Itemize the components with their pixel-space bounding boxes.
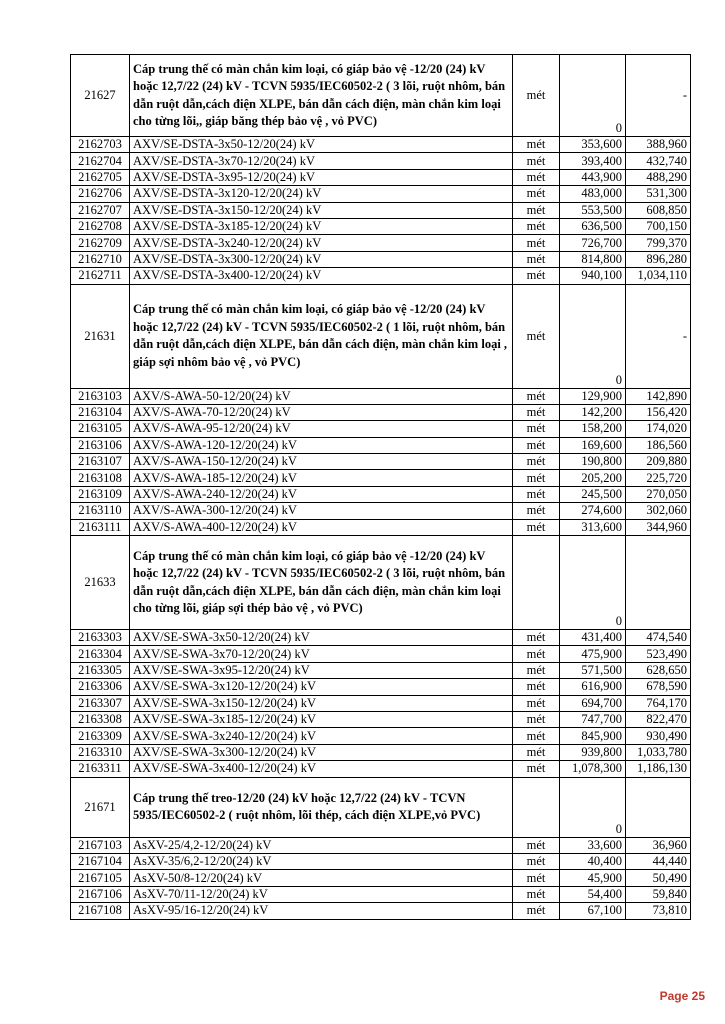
item-price-1: 142,200 [560,404,626,420]
item-price-2: 156,420 [626,404,691,420]
item-unit: mét [513,903,560,919]
group-code: 21627 [71,55,130,137]
group-price-2 [626,777,691,837]
table-row [71,486,691,502]
item-price-1: 694,700 [560,695,626,711]
item-name: AXV/S-AWA-50-12/20(24) kV [130,388,513,404]
group-header-row [71,536,691,630]
item-price-2: 344,960 [626,519,691,535]
item-price-1: 169,600 [560,437,626,453]
group-description: Cáp trung thế có màn chắn kim loại, có giáp bảo vệ -12/20 (24) kV hoặc 12,7/22 (24) kV - TCVN 5935/IEC60502-2 ( 1 lõi, ruột nhôm, bán dẫn ruột dẫn,cách điện XLPE, bán dẫn cách điện, màn chắn kim loại , giáp sợi nhôm bảo vệ , vỏ PVC) [130,284,513,388]
item-price-1: 190,800 [560,454,626,470]
item-price-2: 930,490 [626,728,691,744]
table-row [71,470,691,486]
table-row [71,153,691,169]
item-code: 2167106 [71,886,130,902]
item-unit: mét [513,470,560,486]
item-price-1: 40,400 [560,853,626,869]
table-row [71,679,691,695]
group-price-1: 0 [560,55,626,137]
table-row [71,728,691,744]
item-unit: mét [513,695,560,711]
group-unit: mét [513,284,560,388]
item-name: AXV/SE-SWA-3x95-12/20(24) kV [130,662,513,678]
item-price-2: 608,850 [626,202,691,218]
group-unit: mét [513,55,560,137]
item-price-1: 274,600 [560,503,626,519]
item-price-1: 1,078,300 [560,761,626,777]
group-code: 21671 [71,777,130,837]
item-code: 2162710 [71,251,130,267]
item-price-2: 36,960 [626,837,691,853]
item-price-2: 388,960 [626,137,691,153]
item-unit: mét [513,886,560,902]
group-price-1: 0 [560,284,626,388]
group-description: Cáp trung thế treo-12/20 (24) kV hoặc 12,7/22 (24) kV - TCVN 5935/IEC60502-2 ( ruột nhôm, lõi thép, cách điện XLPE,vỏ PVC) [130,777,513,837]
table-row [71,454,691,470]
item-code: 2162704 [71,153,130,169]
item-code: 2162709 [71,235,130,251]
item-name: AXV/S-AWA-150-12/20(24) kV [130,454,513,470]
item-code: 2163107 [71,454,130,470]
item-unit: mét [513,761,560,777]
item-price-1: 67,100 [560,903,626,919]
item-unit: mét [513,503,560,519]
item-code: 2163104 [71,404,130,420]
item-unit: mét [513,251,560,267]
item-code: 2162711 [71,268,130,284]
item-unit: mét [513,870,560,886]
item-price-2: 822,470 [626,711,691,727]
item-code: 2163303 [71,630,130,646]
table-row [71,503,691,519]
item-price-2: 44,440 [626,853,691,869]
item-name: AXV/SE-DSTA-3x150-12/20(24) kV [130,202,513,218]
item-unit: mét [513,268,560,284]
item-code: 2162706 [71,186,130,202]
item-price-1: 814,800 [560,251,626,267]
item-price-2: 270,050 [626,486,691,502]
item-name: AXV/SE-SWA-3x120-12/20(24) kV [130,679,513,695]
item-name: AsXV-70/11-12/20(24) kV [130,886,513,902]
item-name: AXV/S-AWA-400-12/20(24) kV [130,519,513,535]
item-name: AXV/SE-SWA-3x150-12/20(24) kV [130,695,513,711]
item-price-1: 158,200 [560,421,626,437]
item-name: AsXV-35/6,2-12/20(24) kV [130,853,513,869]
price-table-body [71,55,691,920]
item-price-2: 174,020 [626,421,691,437]
table-row [71,837,691,853]
item-price-1: 443,900 [560,169,626,185]
item-code: 2163305 [71,662,130,678]
item-code: 2162703 [71,137,130,153]
item-price-2: 73,810 [626,903,691,919]
table-row [71,202,691,218]
table-row [71,218,691,234]
item-code: 2162707 [71,202,130,218]
item-name: AXV/SE-SWA-3x185-12/20(24) kV [130,711,513,727]
item-price-2: 523,490 [626,646,691,662]
page-number: Page 25 [659,989,705,1003]
table-row [71,870,691,886]
group-header-row [71,777,691,837]
group-header-row [71,55,691,137]
item-name: AXV/S-AWA-240-12/20(24) kV [130,486,513,502]
item-code: 2163105 [71,421,130,437]
table-row [71,646,691,662]
item-code: 2167104 [71,853,130,869]
item-price-2: 531,300 [626,186,691,202]
item-unit: mét [513,630,560,646]
item-name: AXV/SE-DSTA-3x70-12/20(24) kV [130,153,513,169]
item-price-1: 571,500 [560,662,626,678]
table-row [71,853,691,869]
item-unit: mét [513,454,560,470]
group-price-2: - [626,55,691,137]
item-code: 2167105 [71,870,130,886]
item-price-1: 431,400 [560,630,626,646]
item-code: 2163103 [71,388,130,404]
item-name: AsXV-95/16-12/20(24) kV [130,903,513,919]
group-code: 21633 [71,536,130,630]
item-price-2: 474,540 [626,630,691,646]
item-unit: mét [513,388,560,404]
item-price-2: 432,740 [626,153,691,169]
item-price-1: 616,900 [560,679,626,695]
item-name: AXV/SE-DSTA-3x185-12/20(24) kV [130,218,513,234]
item-unit: mét [513,404,560,420]
item-unit: mét [513,218,560,234]
price-table [70,54,691,920]
item-price-2: 225,720 [626,470,691,486]
table-row [71,437,691,453]
item-unit: mét [513,235,560,251]
item-price-2: 50,490 [626,870,691,886]
item-price-1: 54,400 [560,886,626,902]
item-unit: mét [513,169,560,185]
item-name: AXV/S-AWA-120-12/20(24) kV [130,437,513,453]
item-price-2: 186,560 [626,437,691,453]
group-code: 21631 [71,284,130,388]
item-price-1: 33,600 [560,837,626,853]
item-name: AXV/SE-SWA-3x300-12/20(24) kV [130,744,513,760]
item-name: AXV/SE-SWA-3x400-12/20(24) kV [130,761,513,777]
item-code: 2163111 [71,519,130,535]
item-code: 2163106 [71,437,130,453]
item-name: AsXV-50/8-12/20(24) kV [130,870,513,886]
item-price-1: 553,500 [560,202,626,218]
table-row [71,711,691,727]
item-code: 2167108 [71,903,130,919]
item-name: AXV/SE-DSTA-3x400-12/20(24) kV [130,268,513,284]
table-row [71,744,691,760]
item-code: 2163306 [71,679,130,695]
item-price-2: 678,590 [626,679,691,695]
item-unit: mét [513,421,560,437]
item-price-1: 393,400 [560,153,626,169]
group-header-row [71,284,691,388]
item-code: 2163311 [71,761,130,777]
item-name: AXV/SE-DSTA-3x300-12/20(24) kV [130,251,513,267]
table-row [71,519,691,535]
item-price-2: 896,280 [626,251,691,267]
item-code: 2162708 [71,218,130,234]
item-price-1: 483,000 [560,186,626,202]
item-unit: mét [513,519,560,535]
item-code: 2163310 [71,744,130,760]
item-code: 2163109 [71,486,130,502]
item-unit: mét [513,437,560,453]
item-unit: mét [513,711,560,727]
item-name: AXV/SE-DSTA-3x240-12/20(24) kV [130,235,513,251]
group-unit [513,777,560,837]
item-unit: mét [513,202,560,218]
item-price-1: 129,900 [560,388,626,404]
item-price-1: 939,800 [560,744,626,760]
item-unit: mét [513,728,560,744]
item-unit: mét [513,186,560,202]
item-price-2: 59,840 [626,886,691,902]
item-name: AXV/SE-DSTA-3x95-12/20(24) kV [130,169,513,185]
item-price-1: 205,200 [560,470,626,486]
item-price-2: 142,890 [626,388,691,404]
table-row [71,662,691,678]
table-row [71,186,691,202]
table-row [71,235,691,251]
item-unit: mét [513,837,560,853]
item-name: AXV/SE-SWA-3x240-12/20(24) kV [130,728,513,744]
item-code: 2167103 [71,837,130,853]
item-price-1: 313,600 [560,519,626,535]
table-row [71,421,691,437]
item-name: AXV/S-AWA-300-12/20(24) kV [130,503,513,519]
item-price-1: 475,900 [560,646,626,662]
item-price-2: 764,170 [626,695,691,711]
item-price-2: 1,033,780 [626,744,691,760]
item-price-2: 799,370 [626,235,691,251]
item-unit: mét [513,853,560,869]
group-price-1: 0 [560,536,626,630]
item-name: AXV/S-AWA-95-12/20(24) kV [130,421,513,437]
item-name: AXV/S-AWA-185-12/20(24) kV [130,470,513,486]
item-name: AXV/SE-SWA-3x50-12/20(24) kV [130,630,513,646]
group-description: Cáp trung thế có màn chắn kim loại, có giáp bảo vệ -12/20 (24) kV hoặc 12,7/22 (24) kV - TCVN 5935/IEC60502-2 ( 3 lõi, ruột nhôm, bán dẫn ruột dẫn,cách điện XLPE, bán dẫn cách điện, màn chắn kim loại cho từng lõi,, giáp băng thép bảo vệ , vỏ PVC) [130,55,513,137]
item-name: AXV/SE-DSTA-3x50-12/20(24) kV [130,137,513,153]
item-name: AXV/SE-DSTA-3x120-12/20(24) kV [130,186,513,202]
group-price-2 [626,536,691,630]
item-code: 2163308 [71,711,130,727]
table-row [71,903,691,919]
item-price-1: 245,500 [560,486,626,502]
table-row [71,630,691,646]
table-row [71,268,691,284]
item-price-2: 209,880 [626,454,691,470]
item-price-1: 747,700 [560,711,626,727]
table-row [71,404,691,420]
item-price-1: 45,900 [560,870,626,886]
item-name: AsXV-25/4,2-12/20(24) kV [130,837,513,853]
table-row [71,169,691,185]
group-description: Cáp trung thế có màn chắn kim loại, có giáp bảo vệ -12/20 (24) kV hoặc 12,7/22 (24) kV - TCVN 5935/IEC60502-2 ( 3 lõi, ruột nhôm, bán dẫn ruột dẫn,cách điện XLPE, bán dẫn cách điện, màn chắn kim loại cho từng lõi, giáp sợi thép bảo vệ , vỏ PVC) [130,536,513,630]
item-price-1: 940,100 [560,268,626,284]
item-price-1: 636,500 [560,218,626,234]
item-price-2: 700,150 [626,218,691,234]
item-code: 2163309 [71,728,130,744]
item-price-2: 1,034,110 [626,268,691,284]
group-price-1: 0 [560,777,626,837]
item-unit: mét [513,646,560,662]
table-row [71,388,691,404]
item-price-2: 1,186,130 [626,761,691,777]
item-price-1: 353,600 [560,137,626,153]
table-row [71,137,691,153]
group-price-2: - [626,284,691,388]
item-code: 2163108 [71,470,130,486]
item-code: 2162705 [71,169,130,185]
item-price-1: 845,900 [560,728,626,744]
group-unit [513,536,560,630]
item-code: 2163304 [71,646,130,662]
item-price-2: 302,060 [626,503,691,519]
table-row [71,695,691,711]
item-unit: mét [513,744,560,760]
item-code: 2163307 [71,695,130,711]
item-unit: mét [513,153,560,169]
item-unit: mét [513,662,560,678]
item-unit: mét [513,679,560,695]
item-price-2: 628,650 [626,662,691,678]
table-row [71,761,691,777]
item-name: AXV/SE-SWA-3x70-12/20(24) kV [130,646,513,662]
table-row [71,886,691,902]
item-price-1: 726,700 [560,235,626,251]
item-name: AXV/S-AWA-70-12/20(24) kV [130,404,513,420]
item-unit: mét [513,486,560,502]
table-row [71,251,691,267]
item-unit: mét [513,137,560,153]
item-code: 2163110 [71,503,130,519]
item-price-2: 488,290 [626,169,691,185]
